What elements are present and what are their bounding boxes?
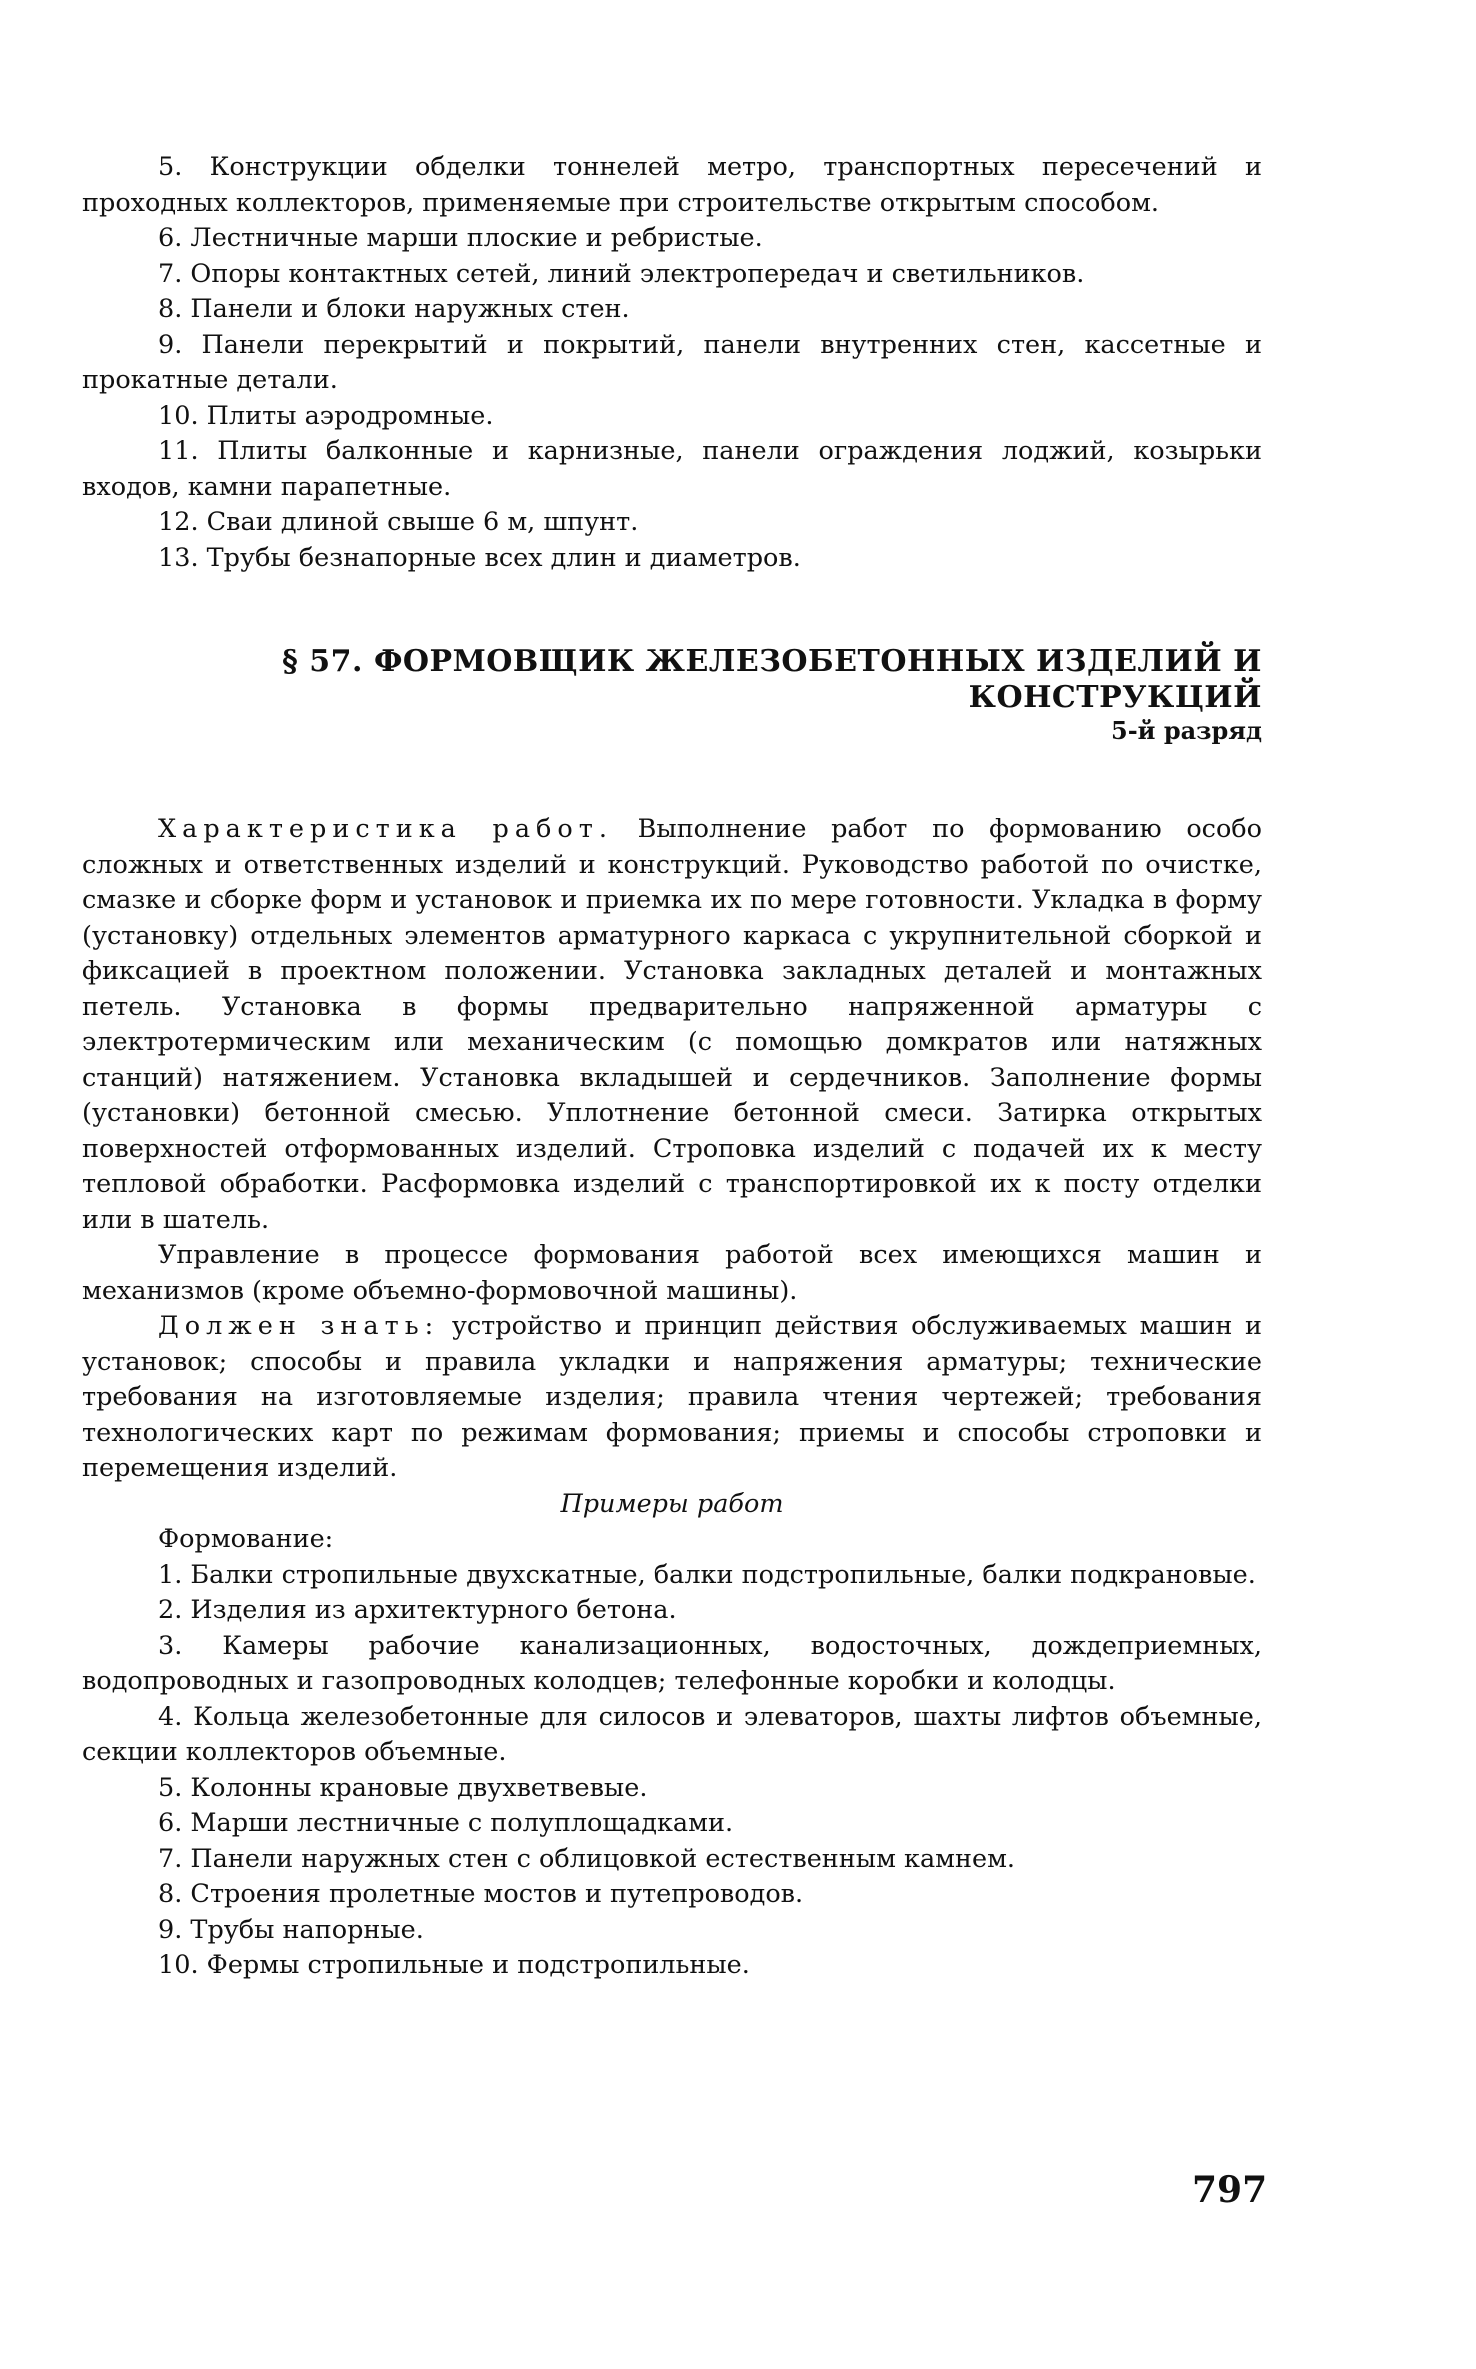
list-item: 2. Изделия из архитектурного бетона.: [158, 1595, 677, 1625]
examples-intro: Формование:: [158, 1524, 334, 1554]
examples-heading: Примеры работ: [560, 1488, 784, 1519]
examples-list: [82, 1558, 1262, 1984]
list-item: 13. Трубы безнапорные всех длин и диаметров.: [158, 542, 801, 573]
list-item: 3. Камеры рабочие канализационных, водосточных, дождеприемных, водопроводных и газопроводных колодцев; телефонные коробки и колодцы.: [82, 1630, 1262, 1696]
characteristic-paragraph: [82, 812, 1262, 1238]
section-grade: 5-й разряд: [1111, 716, 1262, 745]
list-item: 6. Марши лестничные с полуплощадками.: [158, 1808, 734, 1838]
list-item: 10. Фермы стропильные и подстропильные.: [158, 1950, 750, 1980]
list-item: 10. Плиты аэродромные.: [158, 400, 494, 431]
items-top-list: [82, 150, 1262, 576]
document-page: [82, 150, 1262, 1984]
list-item: 9. Трубы напорные.: [158, 1914, 424, 1945]
list-item: 8. Панели и блоки наружных стен.: [158, 294, 630, 324]
list-item: 5. Колонны крановые двухветвевые.: [158, 1772, 648, 1803]
page-number: 797: [1192, 2169, 1268, 2211]
list-item: 9. Панели перекрытий и покрытий, панели внутренних стен, кассетные и прокатные детали.: [82, 329, 1262, 395]
knowledge-text: устройство и принцип действия обслуживаемых машин и установок; способы и правила укладки и напряжения арматуры; технические требования на изготовляемые изделия; правила чтения чертежей; требования технологических карт по режимам формования; приемы и способы строповки и перемещения изделий.: [82, 1311, 1262, 1483]
list-item: 8. Строения пролетные мостов и путепроводов.: [158, 1879, 804, 1909]
characteristic-paragraph-2: Управление в процессе формования работой всех имеющихся машин и механизмов (кроме объемно-формовочной машины).: [82, 1240, 1262, 1306]
list-item: 11. Плиты балконные и карнизные, панели ограждения лоджий, козырьки входов, камни парапетные.: [82, 436, 1262, 502]
list-item: 1. Балки стропильные двухскатные, балки подстропильные, балки подкрановые.: [158, 1559, 1256, 1590]
list-item: 4. Кольца железобетонные для силосов и элеваторов, шахты лифтов объемные, секции коллекторов объемные.: [82, 1701, 1262, 1767]
list-item: 7. Опоры контактных сетей, линий электропередач и светильников.: [158, 258, 1085, 289]
list-item: 6. Лестничные марши плоские и ребристые.: [158, 223, 763, 253]
list-item: 7. Панели наружных стен с облицовкой естественным камнем.: [158, 1843, 1016, 1874]
knowledge-label: Должен знать:: [158, 1311, 440, 1341]
list-item: 5. Конструкции обделки тоннелей метро, транспортных пересечений и проходных коллекторов, применяемые при строительстве открытым способом.: [82, 152, 1262, 218]
section-title: § 57. ФОРМОВЩИК ЖЕЛЕЗОБЕТОННЫХ ИЗДЕЛИЙ И КОНСТРУКЦИЙ: [282, 644, 1262, 715]
characteristic-label: Характеристика работ.: [158, 814, 613, 844]
knowledge-paragraph: [82, 1309, 1262, 1487]
list-item: 12. Сваи длиной свыше 6 м, шпунт.: [158, 507, 639, 537]
characteristic-text: Выполнение работ по формованию особо сложных и ответственных изделий и конструкций. Руководство работой по очистке, смазке и сборке форм и установок и приемка их по мере готовности. Укладка в форму (установку) отдельных элементов арматурного каркаса с укрупнительной сборкой и фиксацией в проектном положении. Установка закладных деталей и монтажных петель. Установка в формы предварительно напряженной арматуры с электротермическим или механическим (с помощью домкратов или натяжных станций) натяжением. Установка вкладышей и сердечников. Заполнение формы (установки) бетонной смесью. Уплотнение бетонной смеси. Затирка открытых поверхностей отформованных изделий. Строповка изделий с подачей их к месту тепловой обработки. Расформовка изделий с транспортировкой их к посту отделки или в шатель.: [82, 814, 1263, 1235]
